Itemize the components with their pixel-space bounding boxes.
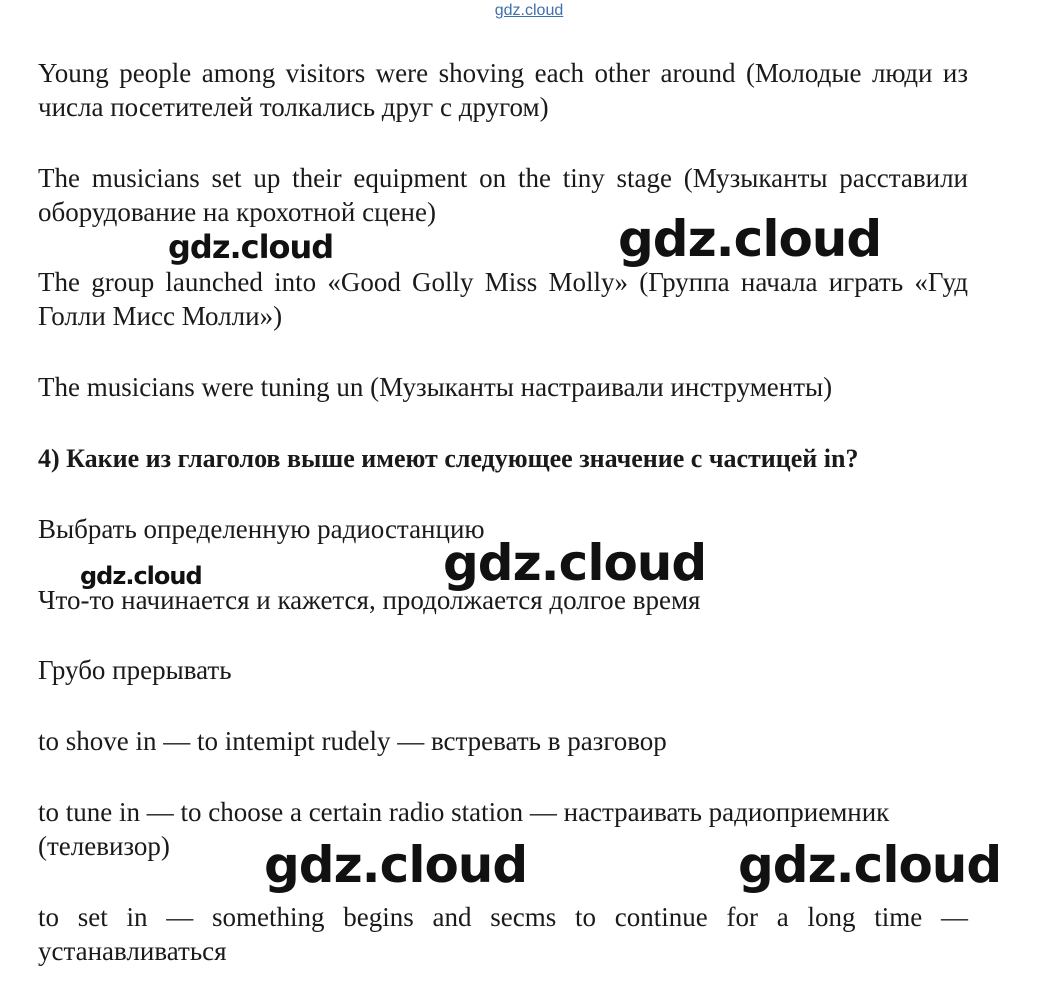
meaning-interrupt: Грубо прерывать — [38, 655, 232, 685]
meaning-begins-continues: Что-то начинается и кажется, продолжается долгое время — [38, 585, 701, 615]
watermark: gdz.cloud — [264, 836, 528, 894]
paragraph-group-launched: The group launched into «Good Golly Miss Molly» (Группа начала играть «Гуд Голли Мисс Молли») — [38, 267, 968, 331]
meaning-radio-station: Выбрать определенную радиостанцию — [38, 514, 485, 544]
answer-set-in: to set in — something begins and secms to continue for a long time — устанавливаться — [38, 902, 968, 966]
watermark: gdz.cloud — [618, 210, 882, 268]
watermark: gdz.cloud — [168, 228, 334, 266]
watermark: gdz.cloud — [738, 836, 1002, 894]
question-heading: 4) Какие из глаголов выше имеют следующее значение с частицей in? — [38, 444, 859, 473]
paragraph-musicians-equipment: The musicians set up their equipment on the tiny stage (Музыканты расставили оборудование на крохотной сцене) — [38, 163, 968, 227]
watermark: gdz.cloud — [443, 534, 707, 592]
paragraph-visitors: Young people among visitors were shoving each other around (Молодые люди из числа посетителей толкались друг с другом) — [38, 58, 968, 122]
site-mark-link[interactable]: gdz.cloud — [494, 2, 564, 19]
answer-tune-in: to tune in — to choose a certain radio station — настраивать радиоприемник (телевизор) — [38, 797, 890, 861]
answer-shove-in: to shove in — to intemipt rudely — встревать в разговор — [38, 726, 667, 756]
watermark: gdz.cloud — [80, 562, 202, 590]
paragraph-tuning: The musicians were tuning un (Музыканты настраивали инструменты) — [38, 372, 833, 402]
